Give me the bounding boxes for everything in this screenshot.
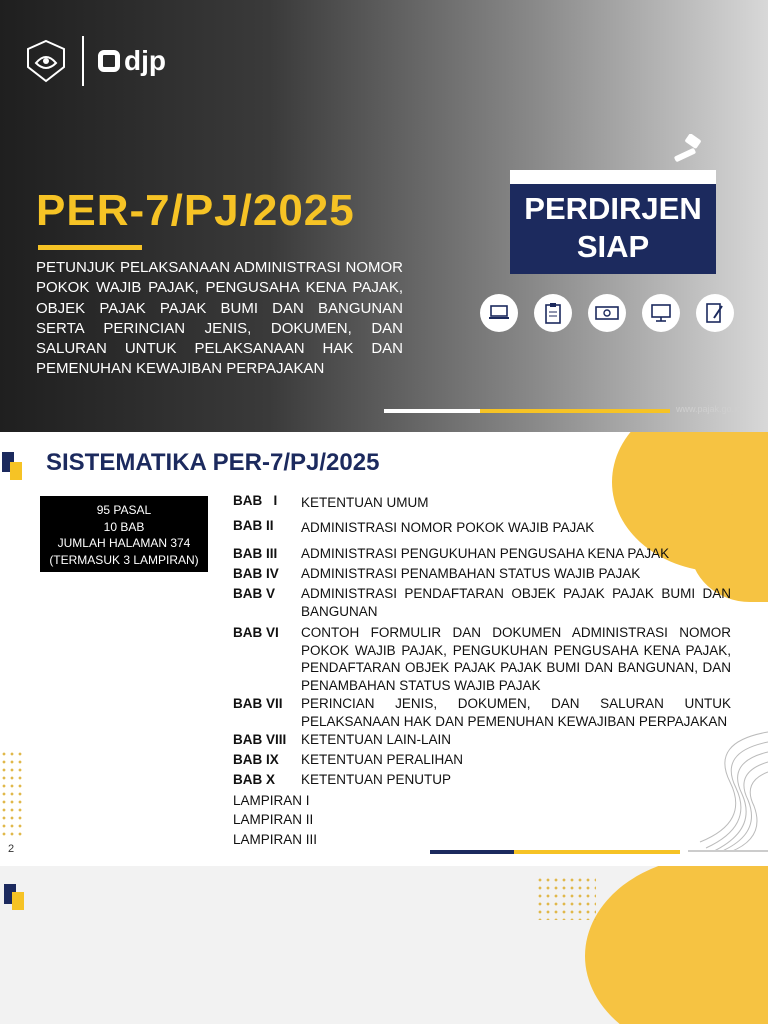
summary-bab: 10 BAB [103, 519, 145, 534]
footer-bar-white [384, 409, 480, 413]
bab-text: KETENTUAN PERALIHAN [301, 752, 464, 767]
bab-label: BAB VI [233, 625, 279, 640]
yellow-blob-bottom [585, 866, 768, 1024]
lampiran-3: LAMPIRAN III [233, 832, 318, 847]
bab-text: ADMINISTRASI NOMOR POKOK WAJIB PAJAK [301, 520, 595, 535]
bab-label: BAB V [233, 586, 276, 601]
badge-line1: PERDIRJEN [524, 191, 702, 226]
structure-slide [0, 432, 768, 866]
bab-text: KETENTUAN UMUM [301, 495, 429, 510]
bab-row-3 [233, 545, 731, 563]
dots-decoration-left [0, 750, 22, 840]
ministry-emblem-icon [24, 39, 68, 83]
footer-bar-yellow [514, 850, 680, 854]
badge-top-strip [510, 170, 716, 184]
dots-decoration-bottom [536, 876, 596, 920]
subtitle: PETUNJUK PELAKSANAAN ADMINISTRASI NOMOR POKOK WAJIB PAJAK, PENGUSAHA KENA PAJAK, OBJEK PAJAK PAJAK BUMI DAN BANGUNAN SERTA PERINCIAN JENIS, DOKUMEN, DAN SALURAN UNTUK PELAKSANAAN HAK DAN PEMENUHAN KEWAJIBAN PERPAJAKAN [36, 259, 403, 378]
bab-text: KETENTUAN PENUTUP [301, 772, 452, 787]
bab-text: ADMINISTRASI PENAMBAHAN STATUS WAJIB PAJAK [301, 566, 641, 581]
bab-label: BAB X [233, 772, 276, 787]
footer-bar-grey [688, 850, 768, 852]
money-icon [588, 294, 626, 332]
lampiran-2: LAMPIRAN II [233, 812, 314, 827]
bab-text: CONTOH FORMULIR DAN DOKUMEN ADMINISTRASI NOMOR POKOK WAJIB PAJAK, PENGUKUHAN PENGUSAHA KENA PAJAK, PENDAFTARAN OBJEK PAJAK PAJAK BUMI DAN BANGUNAN, DAN PENAMBAHAN STATUS WAJIB PAJAK [301, 625, 731, 693]
summary-pasal: 95 PASAL [96, 503, 152, 517]
bab-label: BAB I [233, 493, 278, 508]
bab-text: KETENTUAN LAIN-LAIN [301, 732, 452, 747]
bab-row-9 [233, 751, 731, 769]
bab-row-6 [233, 624, 731, 694]
page-number: 2 [8, 843, 15, 855]
website-url: www.pajak.go.id [676, 404, 742, 414]
document-pen-icon [696, 294, 734, 332]
next-slide-partial [0, 866, 768, 1024]
footer-bar-navy [430, 850, 514, 854]
bab-text: PERINCIAN JENIS, DOKUMEN, DAN SALURAN UNTUK PELAKSANAAN HAK DAN PEMENUHAN KEWAJIBAN PERPAJAKAN [301, 696, 731, 729]
lampiran-1: LAMPIRAN I [233, 793, 310, 808]
bab-label: BAB IV [233, 566, 279, 581]
bab-row-4 [233, 565, 731, 583]
bab-label: BAB II [233, 518, 274, 533]
perdirjen-badge [510, 170, 716, 274]
logo-divider [82, 36, 84, 86]
bab-label: BAB VII [233, 696, 283, 711]
bab-label: BAB IX [233, 752, 279, 767]
badge-box [510, 184, 716, 274]
djp-logo-text: djp [124, 45, 166, 76]
service-icons-row [480, 294, 734, 332]
clipboard-icon [534, 294, 572, 332]
bab-row-1 [233, 492, 731, 512]
logo-area [24, 36, 166, 86]
bab-row-2 [233, 517, 731, 537]
summary-box [40, 496, 208, 572]
bab-label: BAB VIII [233, 732, 287, 747]
summary-appendix: (TERMASUK 3 LAMPIRAN) [49, 552, 199, 567]
summary-pages: JUMLAH HALAMAN 374 [57, 536, 191, 550]
monitor-icon [642, 294, 680, 332]
bab-row-8 [233, 731, 731, 749]
laptop-icon [480, 294, 518, 332]
page-title: PER-7/PJ/2025 [36, 186, 355, 235]
badge-line2: SIAP [576, 229, 650, 264]
bab-label: BAB III [233, 546, 278, 561]
bab-row-10 [233, 771, 731, 789]
bab-row-5 [233, 585, 731, 620]
title-underline [38, 245, 142, 250]
section-title: SISTEMATIKA PER-7/PJ/2025 [46, 449, 380, 476]
cover-slide [0, 0, 768, 432]
bab-text: ADMINISTRASI PENDAFTARAN OBJEK PAJAK PAJAK BUMI DAN BANGUNAN [301, 586, 731, 619]
corner-square-yellow [10, 462, 22, 480]
corner-square-yellow [12, 892, 24, 910]
djp-logo [98, 45, 166, 77]
bab-row-7 [233, 695, 731, 730]
bab-text: ADMINISTRASI PENGUKUHAN PENGUSAHA KENA PAJAK [301, 546, 670, 561]
djp-mark-icon [98, 50, 120, 72]
footer-bar-yellow [480, 409, 670, 413]
